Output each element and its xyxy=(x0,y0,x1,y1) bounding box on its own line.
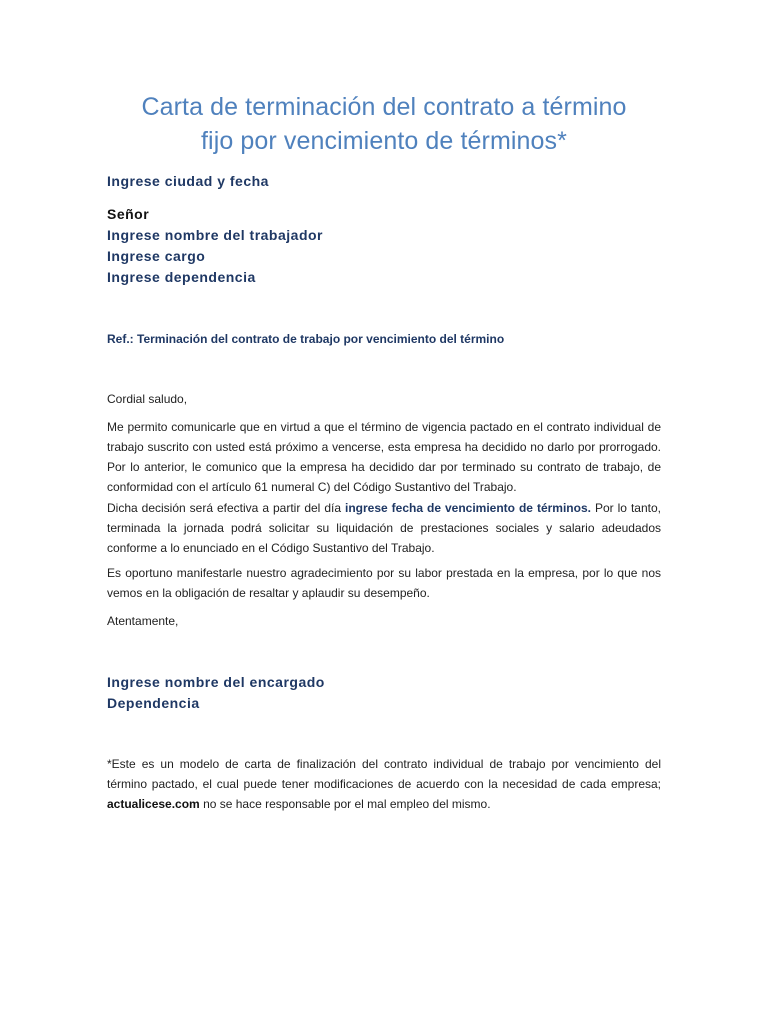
recipient-position-placeholder: Ingrese cargo xyxy=(107,248,206,264)
expiry-date-placeholder: ingrese fecha de vencimiento de términos. xyxy=(344,501,591,515)
recipient-name-placeholder: Ingrese nombre del trabajador xyxy=(107,227,323,243)
reference-line: Ref.: Terminación del contrato de trabajo por vencimiento del término xyxy=(107,332,505,346)
city-date-placeholder: Ingrese ciudad y fecha xyxy=(107,173,269,189)
paragraph-effective-date xyxy=(107,498,661,558)
paragraph-effective-date-after: Por lo tanto, terminada la jornada podrá solicitar su liquidación de prestaciones sociales y salario adeudados conforme a lo enunciado en el Código Sustantivo del Trabajo. xyxy=(107,501,661,555)
recipient-salutation: Señor xyxy=(107,206,150,222)
greeting: Cordial saludo, xyxy=(107,392,188,406)
signer-department-placeholder: Dependencia xyxy=(107,695,200,711)
footnote-brand: actualicese.com xyxy=(107,797,200,811)
recipient-department-placeholder: Ingrese dependencia xyxy=(107,269,256,285)
signer-name-placeholder: Ingrese nombre del encargado xyxy=(107,674,325,690)
title-line-2: fijo por vencimiento de términos* xyxy=(201,127,567,155)
paragraph-notice: Me permito comunicarle que en virtud a que el término de vigencia pactado en el contrato individual de trabajo suscrito con usted está próximo a vencerse, esta empresa ha decidido no darlo por prorrogado. Por lo anterior, le comunico que la empresa ha decidido dar por terminado su contrato de trabajo, de conformidad con el artículo 61 numeral C) del Código Sustantivo del Trabajo. xyxy=(107,420,661,494)
footnote-after: no se hace responsable por el mal empleo del mismo. xyxy=(203,797,491,811)
footnote xyxy=(107,754,661,814)
closing: Atentamente, xyxy=(107,614,179,628)
paragraph-effective-date-before: Dicha decisión será efectiva a partir del día xyxy=(107,501,341,515)
title-line-1: Carta de terminación del contrato a término xyxy=(141,93,627,121)
paragraph-gratitude: Es oportuno manifestarle nuestro agradecimiento por su labor prestada en la empresa, por lo que nos vemos en la obligación de resaltar y aplaudir su desempeño. xyxy=(107,566,661,600)
footnote-before: *Este es un modelo de carta de finalización del contrato individual de trabajo por vencimiento del término pactado, el cual puede tener modificaciones de acuerdo con la necesidad de cada empresa; xyxy=(107,757,661,791)
document-title xyxy=(60,90,708,158)
